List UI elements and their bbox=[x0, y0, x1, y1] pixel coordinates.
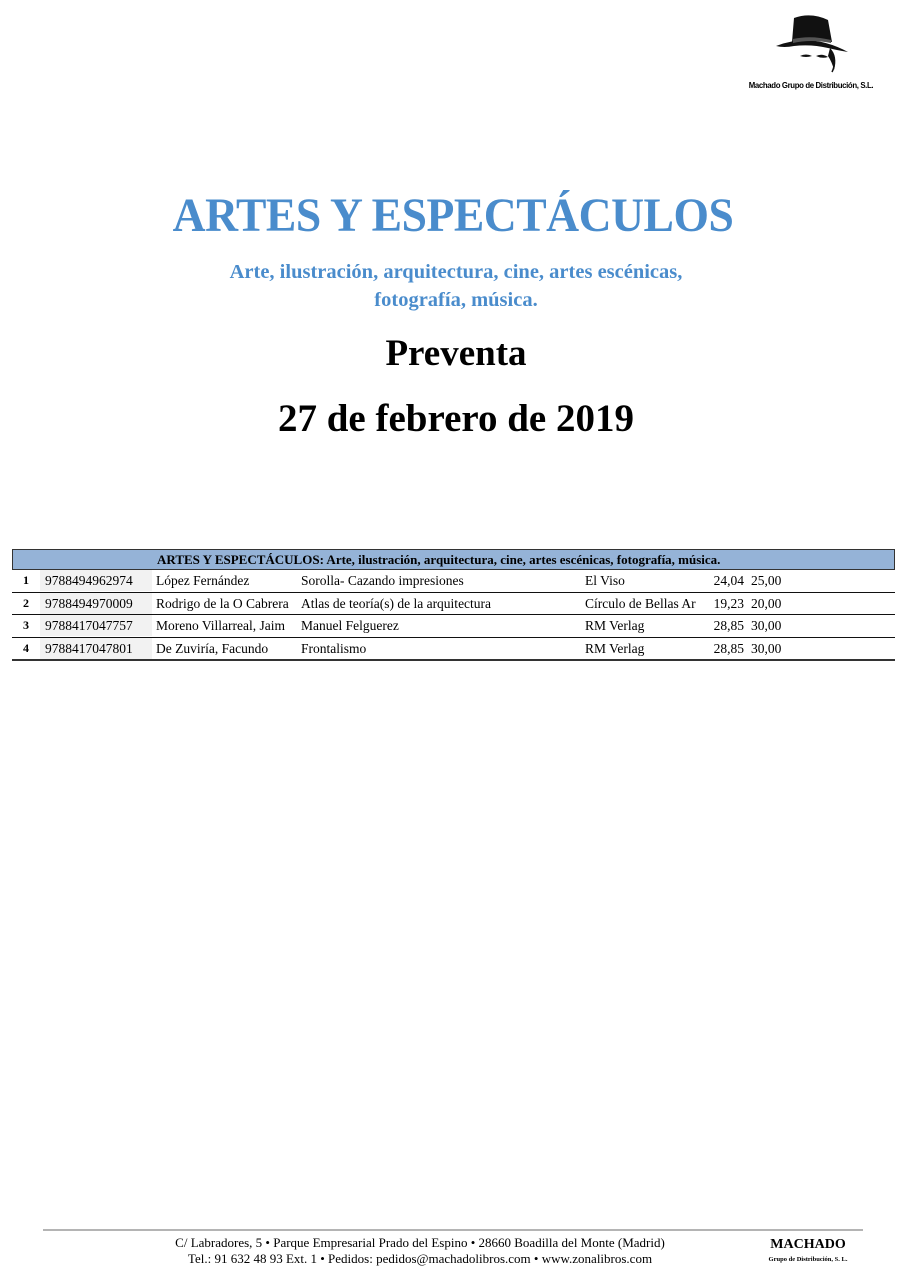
author-cell: Moreno Villarreal, Jaim bbox=[156, 618, 286, 633]
retail-price-cell: 20,00 bbox=[751, 595, 782, 611]
net-price-cell: 28,85 bbox=[713, 640, 744, 656]
net-price-cell: 24,04 bbox=[713, 573, 744, 588]
contact-line-2: Tel.: 91 632 48 93 Ext. 1 • Pedidos: pedidos@machadolibros.com • www.zonalibros.com bbox=[187, 1251, 653, 1266]
row-number: 4 bbox=[23, 640, 29, 655]
retail-price-cell: 25,00 bbox=[751, 573, 782, 588]
publisher-cell: RM Verlag bbox=[585, 640, 645, 656]
subtitle-line-2: fotografía, música. bbox=[374, 289, 538, 311]
author-cell: Rodrigo de la O Cabrera bbox=[156, 595, 289, 611]
publisher-cell: RM Verlag bbox=[585, 618, 645, 633]
logo-caption: Machado Grupo de Distribución, S.L. bbox=[748, 80, 874, 90]
man-with-hat-icon bbox=[766, 12, 856, 78]
preventa-heading: Preventa bbox=[385, 333, 527, 374]
page-subtitle bbox=[0, 258, 906, 314]
footer-brand-subtitle: Grupo de Distribución, S. L. bbox=[768, 1256, 848, 1263]
address-line-1: C/ Labradores, 5 • Parque Empresarial Prado del Espino • 28660 Boadilla del Monte (Madrid) bbox=[175, 1235, 665, 1250]
book-table bbox=[12, 549, 895, 661]
table-row bbox=[12, 570, 895, 593]
retail-price-cell: 30,00 bbox=[751, 618, 782, 633]
footer-divider bbox=[43, 1229, 863, 1231]
row-number: 1 bbox=[23, 573, 29, 587]
title-cell: Frontalismo bbox=[301, 640, 367, 656]
net-price-cell: 28,85 bbox=[713, 618, 744, 633]
table-row bbox=[12, 638, 895, 662]
company-logo bbox=[736, 8, 886, 94]
row-number: 2 bbox=[23, 595, 29, 610]
isbn-cell: 9788494970009 bbox=[40, 593, 152, 614]
publisher-cell: El Viso bbox=[585, 573, 625, 588]
author-cell: De Zuviría, Facundo bbox=[156, 640, 269, 656]
footer-address bbox=[40, 1235, 800, 1267]
row-number: 3 bbox=[23, 618, 29, 632]
title-cell: Manuel Felguerez bbox=[301, 618, 399, 633]
author-cell: López Fernández bbox=[156, 573, 250, 588]
title-cell: Atlas de teoría(s) de la arquitectura bbox=[301, 595, 492, 611]
subtitle-line-1: Arte, ilustración, arquitectura, cine, artes escénicas, bbox=[229, 261, 683, 283]
date-heading: 27 de febrero de 2019 bbox=[277, 397, 634, 440]
table-header: ARTES Y ESPECTÁCULOS: Arte, ilustración, arquitectura, cine, artes escénicas, fotografía, música. bbox=[12, 549, 895, 570]
isbn-cell: 9788417047757 bbox=[40, 615, 152, 636]
footer-brand: MACHADO bbox=[770, 1237, 846, 1252]
table-row bbox=[12, 593, 895, 616]
table-row bbox=[12, 615, 895, 638]
isbn-cell: 9788417047801 bbox=[40, 638, 152, 659]
title-cell: Sorolla- Cazando impresiones bbox=[301, 573, 464, 588]
page-title: ARTES Y ESPECTÁCULOS bbox=[172, 189, 734, 242]
retail-price-cell: 30,00 bbox=[751, 640, 782, 656]
isbn-cell: 9788494962974 bbox=[40, 570, 152, 591]
publisher-cell: Círculo de Bellas Ar bbox=[585, 595, 696, 611]
net-price-cell: 19,23 bbox=[713, 595, 744, 611]
